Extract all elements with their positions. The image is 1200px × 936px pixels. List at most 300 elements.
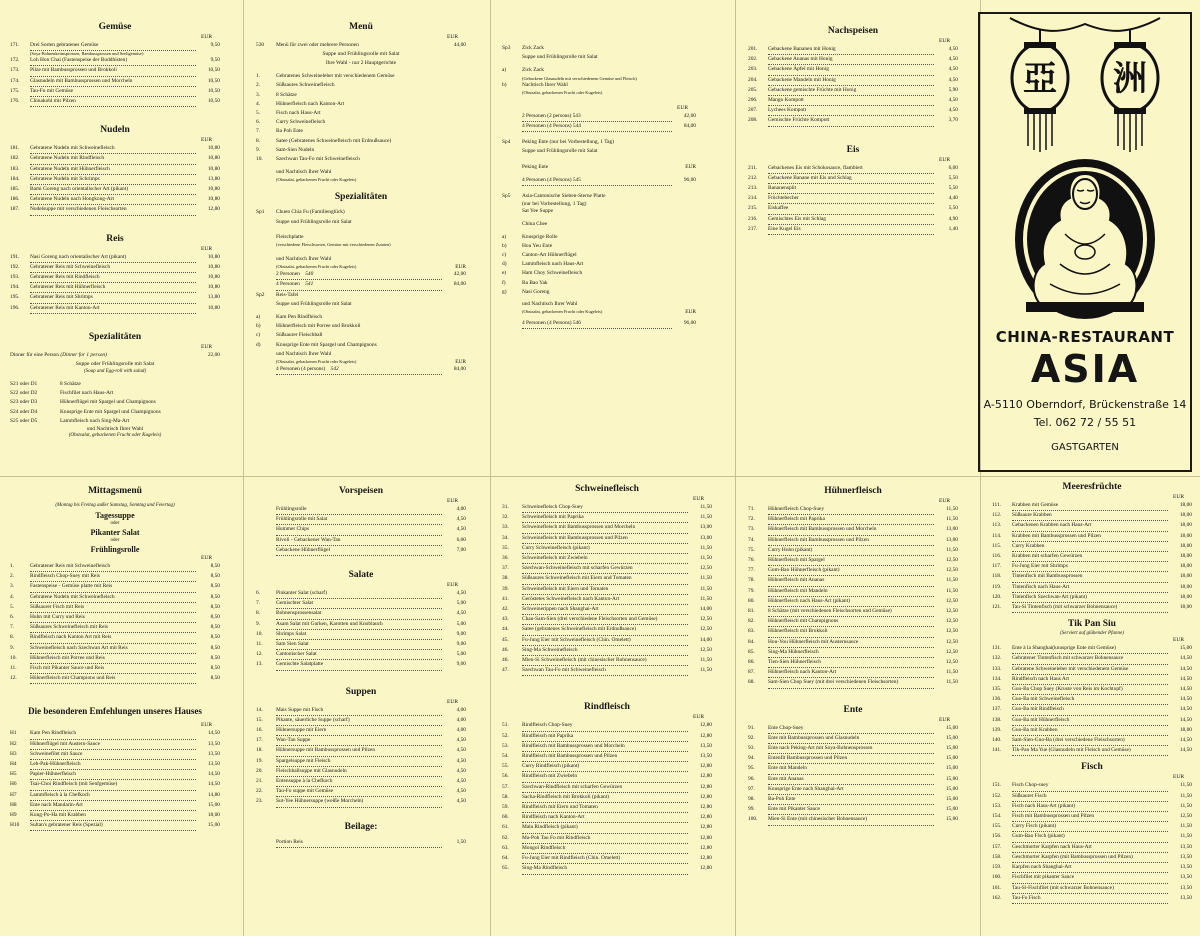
suppen-list — [256, 706, 466, 808]
item-price: 4,50 — [456, 737, 466, 744]
menu-item-row — [256, 640, 466, 650]
menu-item-row — [502, 288, 696, 297]
item-price: 18,00 — [1179, 553, 1192, 560]
item-name: Guo-Ba mit Schweinefleisch — [1012, 695, 1168, 705]
item-number: 9. — [256, 146, 261, 153]
item-number: 187. — [10, 206, 20, 213]
item-name: Mien-Si Ente (mit chinesischer Bohnensauce) — [768, 815, 934, 825]
item-number: 137. — [992, 706, 1002, 713]
menu-item-row — [10, 41, 220, 51]
oder-label: oder — [110, 521, 120, 526]
item-number: 59. — [502, 804, 509, 811]
item-price: 14,50 — [1179, 747, 1192, 754]
item-price: 4,40 — [948, 195, 958, 202]
item-name: Gemischter Salat — [276, 599, 442, 609]
item-name: Gum-Bao Fisch (pikant) — [1012, 832, 1168, 842]
menu-item-row — [10, 263, 220, 273]
persons-row — [256, 365, 466, 375]
item-name: Szechwan-Rindfleisch mit scharfen Gewürzen — [522, 783, 688, 793]
item-number: 33. — [502, 524, 509, 531]
menu-item-row — [748, 184, 958, 194]
item-name: Süßsaures Schweinefleisch mit Eiern und Tomaten — [522, 574, 688, 584]
menu-item-row — [992, 665, 1192, 675]
item-price: 4,50 — [456, 798, 466, 805]
menu-item-row — [10, 729, 220, 739]
currency-label: EUR — [201, 34, 212, 40]
item-price: 4,90 — [948, 215, 958, 222]
item-price: 11,50 — [1180, 823, 1192, 830]
menu-item-row — [502, 269, 696, 278]
panel-bottom-5 — [986, 482, 1198, 934]
item-name: Ente mit Pikanter Sauce — [768, 805, 934, 815]
item-number: 71. — [748, 506, 755, 512]
menu-item-row — [256, 72, 466, 81]
item-price: 13,80 — [207, 175, 220, 182]
item-number: 203. — [748, 66, 758, 73]
menu-item-row — [992, 873, 1192, 883]
menu-list — [256, 72, 466, 164]
item-name: Entensuppe à la Chefkoch — [276, 777, 442, 787]
menu-item-row — [256, 660, 466, 670]
fold-line — [735, 0, 736, 936]
item-number: 58. — [502, 793, 509, 800]
item-name: Sing-Ma Hühnerfleisch — [768, 648, 934, 658]
item-name: Hühnerflügel mit Austern-Sauce — [30, 740, 196, 750]
item-number: 171. — [10, 42, 20, 48]
item-number: 158. — [992, 853, 1002, 860]
menu-item-row — [502, 523, 712, 533]
item-name: Ham Choy Schweinefleisch — [522, 270, 583, 277]
item-number: 140. — [992, 737, 1002, 744]
item-name: Curry Rindfleisch (pikant) — [522, 762, 688, 772]
panel-top-1 — [4, 22, 226, 472]
item-price: 13,50 — [1179, 853, 1192, 860]
menu-item-row — [748, 785, 958, 795]
item-name: Gebackene Ananas mit Honig — [768, 55, 934, 65]
menu-item-row — [256, 505, 466, 515]
menu-item-row — [256, 341, 466, 350]
item-number: 1. — [10, 563, 15, 569]
menu-item-row — [748, 607, 958, 617]
item-name: Gebackenes Eis mit Schokosauce, flambiert — [768, 164, 934, 174]
item-name: Ente nach Peking-Art mit Soya-Bohnensprossen — [768, 744, 934, 754]
menu-item-row — [992, 562, 1192, 572]
item-name: Hühnersuppe mit Bambussprossen und Pilzen — [276, 746, 442, 756]
currency-label: EUR — [1173, 637, 1184, 644]
item-name: Tsai-Choi Rindfleisch (mit Senfgemüse) — [30, 780, 196, 790]
item-price: 14,50 — [1179, 686, 1192, 693]
menu-item-row — [748, 76, 958, 86]
item-number: 151. — [992, 782, 1002, 789]
tagessuppe-label: Tagessuppe — [95, 511, 135, 520]
menu-item-row — [992, 812, 1192, 822]
item-price: 4,50 — [948, 76, 958, 83]
menu-item-row — [256, 100, 466, 109]
menu-item-row — [992, 792, 1192, 802]
item-name: Hühnerfleisch mit Porree und Brokkoli — [276, 323, 361, 330]
nachspeisen-list — [748, 45, 958, 127]
item-name: Rindfleisch mit Zwiebeln — [522, 772, 688, 782]
item-price: 12,50 — [945, 659, 958, 666]
item-number: 72. — [748, 516, 755, 523]
menu-item-row — [256, 91, 466, 100]
item-number: S25 oder D5 — [10, 417, 38, 424]
item-number: a) — [502, 233, 507, 240]
item-price: 8,50 — [210, 634, 220, 641]
item-name: Schweinefleisch mit Bambussprossen und Morcheln — [522, 523, 688, 533]
item-number: 10. — [10, 654, 17, 661]
item-price: 6,00 — [456, 536, 466, 543]
menu-item-row — [992, 822, 1192, 832]
currency-label: EUR — [201, 137, 212, 144]
item-price: 12,80 — [699, 773, 712, 780]
item-number: 99. — [748, 806, 755, 813]
menu-item-row — [502, 615, 712, 625]
item-number: 74. — [748, 536, 755, 543]
salat-label: Pikanter Salat — [90, 528, 140, 537]
item-price: 14,50 — [1179, 737, 1192, 744]
item-price: 8,50 — [210, 644, 220, 651]
menu-item-row — [748, 638, 958, 648]
item-price: 14,50 — [1179, 716, 1192, 723]
tik-pan-siu-list — [992, 644, 1192, 756]
persons-price: 96,00 — [683, 320, 696, 327]
tik-note: (Serviert auf glühender Pfanne) — [1060, 631, 1124, 637]
item-price: 15,00 — [945, 755, 958, 762]
item-price: 12,50 — [945, 628, 958, 635]
item-number: b) — [256, 323, 261, 330]
item-price: 10,50 — [207, 98, 220, 105]
item-price: 12,80 — [699, 834, 712, 841]
soup-text: Suppe und Frühlingsrolle mit Salat — [276, 218, 352, 225]
menu-item-row — [10, 572, 220, 582]
item-name: Krabben mit scharfen Gewürzen — [1012, 552, 1168, 562]
dessert-note: (Obstsalat, gebackenen Frucht oder Kugeleis) — [68, 433, 162, 439]
item-name: Kam Pen Rindfleisch — [30, 729, 196, 739]
menu-item-row — [748, 566, 958, 576]
item-name: Chau-Sam-Sien (drei verschiedene Fleischsorten und Gemüse) — [522, 615, 688, 625]
peking-row — [502, 163, 696, 172]
item-name: Kung-Po-Ha mit Krabben — [30, 811, 196, 821]
item-letter: a) — [502, 67, 507, 74]
menu-item-row — [256, 797, 466, 807]
item-name: Mien-Si Schweinefleisch (mit chinesischer Bohnensauce) — [522, 656, 688, 666]
dessert-text: und Nachtisch Ihrer Wahl — [86, 426, 144, 433]
china-chee: China Chee — [522, 221, 548, 228]
menu-item-row — [502, 564, 712, 574]
item-number: H1 — [10, 730, 17, 737]
item-number: 133. — [992, 665, 1002, 672]
menu-item-row — [502, 772, 712, 782]
item-number: 7. — [10, 624, 15, 631]
huehnerfleisch-list — [748, 505, 958, 689]
item-subtext: (Soya-Bohnenkeimsprossen, Bambussprossen und Seeligemüse) — [30, 51, 144, 57]
item-price: 9,50 — [210, 42, 220, 48]
beilage-list — [256, 838, 466, 848]
item-name: Sultan's gebratener Reis (Spezial) — [30, 821, 196, 831]
item-name: Nasi Goreng nach orientalischer Art (pikant) — [30, 253, 196, 263]
section-title-gemuese: Gemüse — [98, 22, 132, 32]
item-number: 111. — [992, 502, 1002, 508]
menu-item-row — [502, 834, 712, 844]
item-name: Hühnerfleisch mit Champignons — [768, 617, 934, 627]
plate-text — [256, 233, 466, 242]
dessert-text: und Nachtisch Ihrer Wahl — [522, 301, 578, 308]
menu-item-row — [502, 574, 712, 584]
item-name: Gebratener Reis mit Hühnerfleisch — [30, 283, 196, 293]
item-number: 34. — [502, 534, 509, 541]
item-name: Ma-Poh Tau Fo mit Rindfleisch — [522, 834, 688, 844]
item-name: Ba Bao Yak — [522, 279, 548, 286]
menu-item-row — [502, 732, 712, 742]
item-name: Curry Schweinefleisch (pikant) — [522, 544, 688, 554]
item-number: 193. — [10, 274, 20, 281]
item-number: 186. — [10, 196, 20, 203]
item-name: Gebratener Reis mit Rindfleisch — [30, 273, 196, 283]
menu-item-row — [256, 746, 466, 756]
item-number: 117. — [992, 563, 1002, 570]
menu-item-row — [256, 515, 466, 525]
item-name: Hühnerflügel mit Spargel und Champignons — [60, 399, 156, 406]
item-number: 8. — [10, 634, 15, 641]
item-number: 45. — [502, 636, 509, 643]
item-name: Tik-Pan Ma Yue (Glasnudeln mit Fleisch und Gemüse) — [1012, 746, 1168, 756]
item-price: 15,00 — [945, 745, 958, 752]
item-number: 21. — [256, 778, 263, 785]
menu-item-row — [992, 583, 1192, 593]
menu-item-row — [748, 576, 958, 586]
item-name: Hühnerfleisch mit Paprika — [768, 515, 934, 525]
item-name: Hühnerfleisch nach Kanton-Art — [768, 668, 934, 678]
item-number: 161. — [992, 884, 1002, 891]
item-name: Hühnerfleisch mit Bambussprossen und Pilzen — [768, 536, 934, 546]
menu-item-row — [256, 650, 466, 660]
item-price: 11,50 — [700, 595, 712, 602]
menu-item-row — [10, 623, 220, 633]
item-number: 136. — [992, 696, 1002, 703]
menu-item-row — [502, 721, 712, 731]
menu-item-row — [748, 617, 958, 627]
menu-item-row — [992, 572, 1192, 582]
item-number: 204. — [748, 76, 758, 83]
menu-item-row — [256, 127, 466, 136]
menu-item-row — [10, 791, 220, 801]
item-price: 11,50 — [946, 669, 958, 676]
item-price: 12,50 — [945, 608, 958, 615]
item-price: 10,80 — [207, 155, 220, 162]
item-name: Hühnerfleisch mit Porree und Reis — [30, 654, 196, 664]
item-name: Schweinerippen nach Shanghai-Art — [522, 605, 688, 615]
item-number: 138. — [992, 716, 1002, 723]
item-name: Chuen Chia Fu (Familienglück) — [276, 209, 345, 216]
menu-item-row — [502, 793, 712, 803]
menu-item-row — [502, 656, 712, 666]
soup-text: Suppe und Frühlingsrolle mit Salat — [322, 51, 400, 58]
menu-item-row — [748, 96, 958, 106]
menu-item-row — [502, 279, 696, 288]
item-name: Gum-Bao Hühnerfleisch (pikant) — [768, 566, 934, 576]
item-number: 182. — [10, 155, 20, 162]
item-number: 114. — [992, 532, 1002, 539]
item-number: 174. — [10, 77, 20, 84]
item-price: 15,00 — [945, 806, 958, 813]
currency-label: EUR — [693, 496, 704, 502]
item-number: e) — [502, 270, 507, 277]
menu-item-row — [10, 389, 220, 398]
item-price: 14,00 — [699, 606, 712, 613]
item-number: 31. — [502, 504, 509, 510]
item-price: 8,50 — [210, 583, 220, 590]
item-number: 42. — [502, 606, 509, 613]
item-number: S24 oder D4 — [10, 408, 38, 415]
item-number: 83. — [748, 628, 755, 635]
menu-item-row — [502, 666, 712, 676]
item-price: 13,00 — [945, 536, 958, 543]
menu-item-row — [10, 380, 220, 389]
dessert-text: und Nachtisch Ihrer Wahl — [276, 350, 332, 357]
item-name: Früchtebecher — [768, 194, 934, 204]
menu-item-row — [748, 556, 958, 566]
item-price: 10,80 — [207, 274, 220, 281]
rindfleisch-list — [502, 721, 712, 874]
item-number: 92. — [748, 734, 755, 741]
item-number: 16. — [256, 727, 263, 734]
menu-item-row — [748, 45, 958, 55]
item-price: 8,50 — [210, 573, 220, 580]
item-name: Gebratene Nudeln mit Hühnerfleisch — [30, 165, 196, 175]
currency-label: EUR — [455, 359, 466, 366]
item-name: Frühlingsrolle mit Salat — [276, 515, 442, 525]
lantern-glyph: 洲 — [1113, 59, 1147, 99]
item-number: 1. — [256, 73, 261, 80]
menu-item-row — [502, 762, 712, 772]
restaurant-logo-panel — [978, 12, 1192, 472]
item-name: Sing-Ma Schweinefleisch — [522, 646, 688, 656]
item-number: 11. — [10, 665, 17, 672]
item-price: 13,50 — [207, 750, 220, 757]
menu-item-row — [748, 515, 958, 525]
menu-item-row — [256, 716, 466, 726]
item-number: 118. — [992, 573, 1002, 580]
item-price: 4,50 — [948, 97, 958, 104]
item-price: 14,50 — [1179, 706, 1192, 713]
menu-item-row — [992, 532, 1192, 542]
item-price: 12,50 — [945, 567, 958, 574]
menu-item-row — [10, 144, 220, 154]
item-price: 18,00 — [207, 812, 220, 819]
menu-item-row — [502, 752, 712, 762]
item-name: Hühnerfleisch nach Haus-Art (pikant) — [768, 597, 934, 607]
item-name: Rindfleisch Chop-Suey mit Reis — [30, 572, 196, 582]
menu-item-row — [10, 408, 220, 417]
item-price: 4,00 — [456, 506, 466, 512]
item-name: Gebratener Reis mit Schweinefleisch — [30, 562, 196, 572]
item-name: Sam-Sien-Guo-Ba (drei verschiedene Fleischsorten) — [1012, 736, 1168, 746]
item-price: 13,50 — [699, 742, 712, 749]
item-price: 4,50 — [456, 610, 466, 617]
item-number: 46. — [502, 657, 509, 664]
item-name: Peking Ente — [522, 163, 549, 170]
section-title-rindfleisch: Rindfleisch — [584, 702, 630, 713]
item-name: Guo-Ba mit Krabben — [1012, 726, 1168, 736]
item-number: 9. — [256, 620, 261, 627]
item-name: Szechwan Tau-Fo mit Schweinefleisch — [276, 156, 360, 163]
item-number: 87. — [748, 669, 755, 676]
item-name: Tintenfisch Szechwan-Art (pikant) — [1012, 593, 1168, 603]
currency-label: EUR — [447, 498, 458, 504]
item-name: Menü für zwei oder mehrere Personen — [276, 42, 359, 48]
item-number: H9 — [10, 812, 17, 819]
soup-text: Suppe und Frühlingsrolle mit Salat — [522, 148, 598, 155]
section-title-spezialitaeten: Spezialitäten — [334, 192, 388, 203]
sp2-row — [256, 291, 466, 300]
item-number: 97. — [748, 785, 755, 792]
menu-item-row — [748, 546, 958, 556]
item-number: 192. — [10, 263, 20, 270]
item-price: 18,00 — [1179, 502, 1192, 508]
item-name: Gemischte Salatplatte — [276, 660, 442, 670]
item-number: 119. — [992, 583, 1002, 590]
item-name: Hummer Chips — [276, 525, 442, 535]
currency-label: EUR — [455, 264, 466, 271]
item-number: c) — [256, 332, 261, 339]
item-price: 12,80 — [699, 865, 712, 872]
item-name: Fisch mit Pikanter Sauce und Reis — [30, 664, 196, 674]
item-number: 62. — [502, 834, 509, 841]
item-note: (Gebackene Glasnudeln mit verschiedenem Gemüse und Fleisch) — [522, 75, 637, 81]
item-name: Hühnerfleisch mit Champions und Reis — [30, 674, 196, 684]
menu-item-row — [992, 521, 1192, 531]
currency-label: EUR — [201, 343, 212, 350]
persons-price: 84,00 — [683, 123, 696, 130]
item-number: 214. — [748, 195, 758, 202]
item-name: Ba-Poh Ente — [768, 795, 934, 805]
item-name: Schweinefilet mit Sauce — [30, 750, 196, 760]
item-price: 18,00 — [1179, 563, 1192, 570]
menu-item-row — [502, 605, 712, 615]
item-name: Rindfleisch nach Kanton-Art — [522, 813, 688, 823]
menu-item-row — [10, 654, 220, 664]
ente-list — [748, 724, 958, 826]
item-price: 4,50 — [456, 767, 466, 774]
item-number: H7 — [10, 791, 17, 798]
item-price: 13,80 — [207, 294, 220, 301]
section-title-schweinefleisch: Schweinefleisch — [575, 484, 639, 494]
item-number: 22. — [256, 788, 263, 795]
menu-item-row — [256, 609, 466, 619]
item-number: 13. — [256, 661, 263, 668]
item-price: 11,50 — [946, 516, 958, 523]
item-number: 47. — [502, 667, 509, 674]
item-number: 20. — [256, 767, 263, 774]
currency-label: EUR — [693, 714, 704, 721]
item-number: Sp3 — [502, 45, 511, 51]
item-price: 12,50 — [945, 638, 958, 645]
menu-item-row — [10, 66, 220, 76]
item-price: 9,00 — [456, 661, 466, 668]
menu-item-row — [748, 225, 958, 235]
item-price: 11,50 — [700, 514, 712, 521]
item-name: Bohnensprossensalat — [276, 609, 442, 619]
item-number: 195. — [10, 294, 20, 301]
item-name: Fisch nach Haus-Art — [276, 110, 321, 117]
currency-label: EUR — [1173, 494, 1184, 500]
mittag-note: (Montag bis Freitag außer Samstag, Sonntag und Feiertag) — [55, 503, 175, 508]
item-number: 194. — [10, 284, 20, 291]
item-name: Fleischballsuppe mit Glasnudeln — [276, 767, 442, 777]
item-price: 10,80 — [207, 145, 220, 152]
item-name: Rindfleisch mit Bambussprossen und Pilzen — [522, 752, 688, 762]
